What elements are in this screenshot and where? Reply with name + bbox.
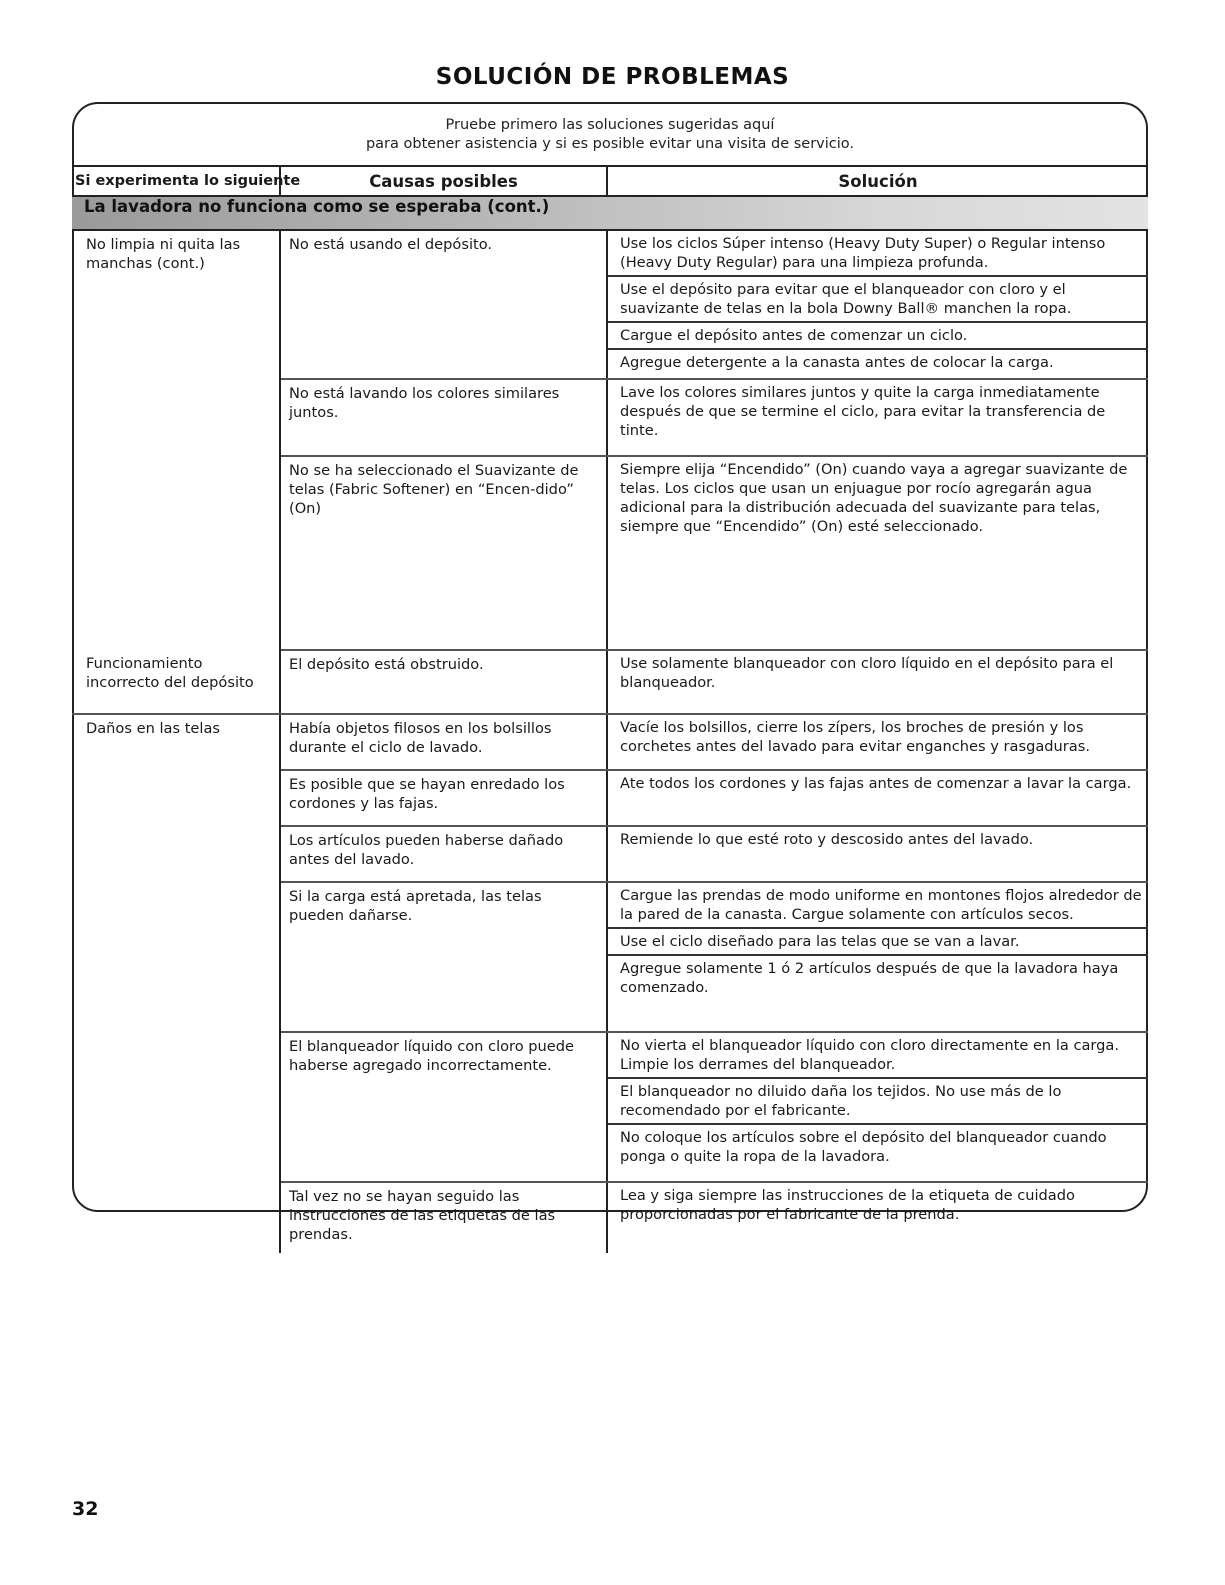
symptom-cell — [72, 650, 280, 714]
solution-item: Vacíe los bolsillos, cierre los zípers, los broches de presión y los corchetes antes del lavado para evitar enganches y rasgaduras. — [620, 719, 1090, 755]
cause-text: Es posible que se hayan enredado los cordones y las fajas. — [289, 776, 565, 812]
solution-cell — [607, 714, 1148, 770]
solution-item: Lave los colores similares juntos y quite la carga inmediatamente después de que se termine el ciclo, para evitar la transferencia de tinte. — [620, 384, 1106, 439]
solution-item: Use los ciclos Súper intenso (Heavy Duty Super) o Regular intenso (Heavy Duty Regular) para una limpieza profunda. — [608, 231, 1148, 277]
solution-cell — [607, 1032, 1148, 1182]
solution-item: El blanqueador no diluido daña los tejidos. No use más de lo recomendado por el fabricante. — [608, 1079, 1148, 1125]
symptom-cell — [72, 714, 280, 1253]
solution-cell — [607, 770, 1148, 826]
cause-text: Los artículos pueden haberse dañado antes del lavado. — [289, 832, 564, 868]
cause-cell — [280, 379, 607, 456]
cause-cell — [280, 230, 607, 379]
cause-cell — [280, 882, 607, 1032]
cause-cell — [280, 826, 607, 882]
solution-item: Agregue solamente 1 ó 2 artículos después de que la lavadora haya comenzado. — [620, 960, 1119, 996]
solution-cell — [607, 882, 1148, 1032]
cause-text: Tal vez no se hayan seguido las instrucciones de las etiquetas de las prendas. — [289, 1188, 556, 1243]
cause-text: No se ha seleccionado el Suavizante de telas (Fabric Softener) en “Encen-dido” (On) — [289, 462, 579, 517]
solution-cell — [607, 379, 1148, 456]
cause-cell — [280, 770, 607, 826]
page-number: 32 — [72, 1498, 99, 1520]
intro-text — [72, 116, 1148, 154]
cause-text: Había objetos filosos en los bolsillos durante el ciclo de lavado. — [289, 720, 552, 756]
solution-item: Use el ciclo diseñado para las telas que se van a lavar. — [608, 929, 1148, 956]
cause-cell — [280, 456, 607, 650]
solution-cell — [607, 826, 1148, 882]
table-row — [72, 650, 1148, 714]
table-row — [72, 230, 1148, 379]
solution-item: Agregue detergente a la canasta antes de colocar la carga. — [620, 354, 1054, 371]
solution-item: No coloque los artículos sobre el depósito del blanqueador cuando ponga o quite la ropa de la lavadora. — [620, 1129, 1107, 1165]
troubleshooting-table — [72, 165, 1148, 1253]
header-causes: Causas posibles — [280, 166, 607, 196]
table-row — [72, 714, 1148, 770]
solution-item: Remiende lo que esté roto y descosido antes del lavado. — [620, 831, 1034, 848]
page-title: SOLUCIÓN DE PROBLEMAS — [435, 64, 790, 90]
solution-item: Use el depósito para evitar que el blanqueador con cloro y el suavizante de telas en la bola Downy Ball® manchen la ropa. — [608, 277, 1148, 323]
cause-cell — [280, 714, 607, 770]
cause-cell — [280, 1182, 607, 1253]
cause-text: No está usando el depósito. — [289, 236, 493, 253]
cause-cell — [280, 650, 607, 714]
solution-item: Cargue el depósito antes de comenzar un ciclo. — [608, 323, 1148, 350]
solution-item: Cargue las prendas de modo uniforme en montones flojos alrededor de la pared de la canasta. Cargue solamente con artículos secos. — [608, 883, 1148, 929]
cause-text: Si la carga está apretada, las telas pueden dañarse. — [289, 888, 542, 924]
solution-item: Siempre elija “Encendido” (On) cuando vaya a agregar suavizante de telas. Los ciclos que usan un enjuague por rocío agregarán agua adicional para la distribución adecuada del suavizante para telas, siempre que “Encendido” (On) esté seleccionado. — [620, 461, 1128, 535]
solution-cell — [607, 1182, 1148, 1253]
cause-text: El blanqueador líquido con cloro puede haberse agregado incorrectamente. — [289, 1038, 575, 1074]
intro-line-1: Pruebe primero las soluciones sugeridas aquí — [445, 117, 775, 133]
cause-text: No está lavando los colores similares juntos. — [289, 385, 560, 421]
symptom-text: Funcionamiento incorrecto del depósito — [86, 655, 254, 691]
solution-item: Use solamente blanqueador con cloro líquido en el depósito para el blanqueador. — [620, 655, 1114, 691]
cause-cell — [280, 1032, 607, 1182]
solution-item: Ate todos los cordones y las fajas antes de comenzar a lavar la carga. — [620, 775, 1132, 792]
solution-cell — [607, 456, 1148, 650]
solution-item: No vierta el blanqueador líquido con cloro directamente en la carga. Limpie los derrames del blanqueador. — [608, 1033, 1148, 1079]
cause-text: El depósito está obstruido. — [289, 656, 484, 673]
intro-line-2: para obtener asistencia y si es posible evitar una visita de servicio. — [365, 136, 855, 152]
solution-cell — [607, 650, 1148, 714]
section-title: La lavadora no funciona como se esperaba (cont.) — [72, 196, 1148, 230]
symptom-cell — [72, 230, 280, 650]
header-symptom: Si experimenta lo siguiente — [72, 166, 280, 196]
symptom-text: No limpia ni quita las manchas (cont.) — [86, 236, 241, 272]
symptom-text: Daños en las telas — [86, 720, 221, 737]
solution-item: Lea y siga siempre las instrucciones de la etiqueta de cuidado proporcionadas por el fabricante de la prenda. — [620, 1187, 1075, 1223]
header-solution: Solución — [607, 166, 1148, 196]
solution-cell — [607, 230, 1148, 379]
